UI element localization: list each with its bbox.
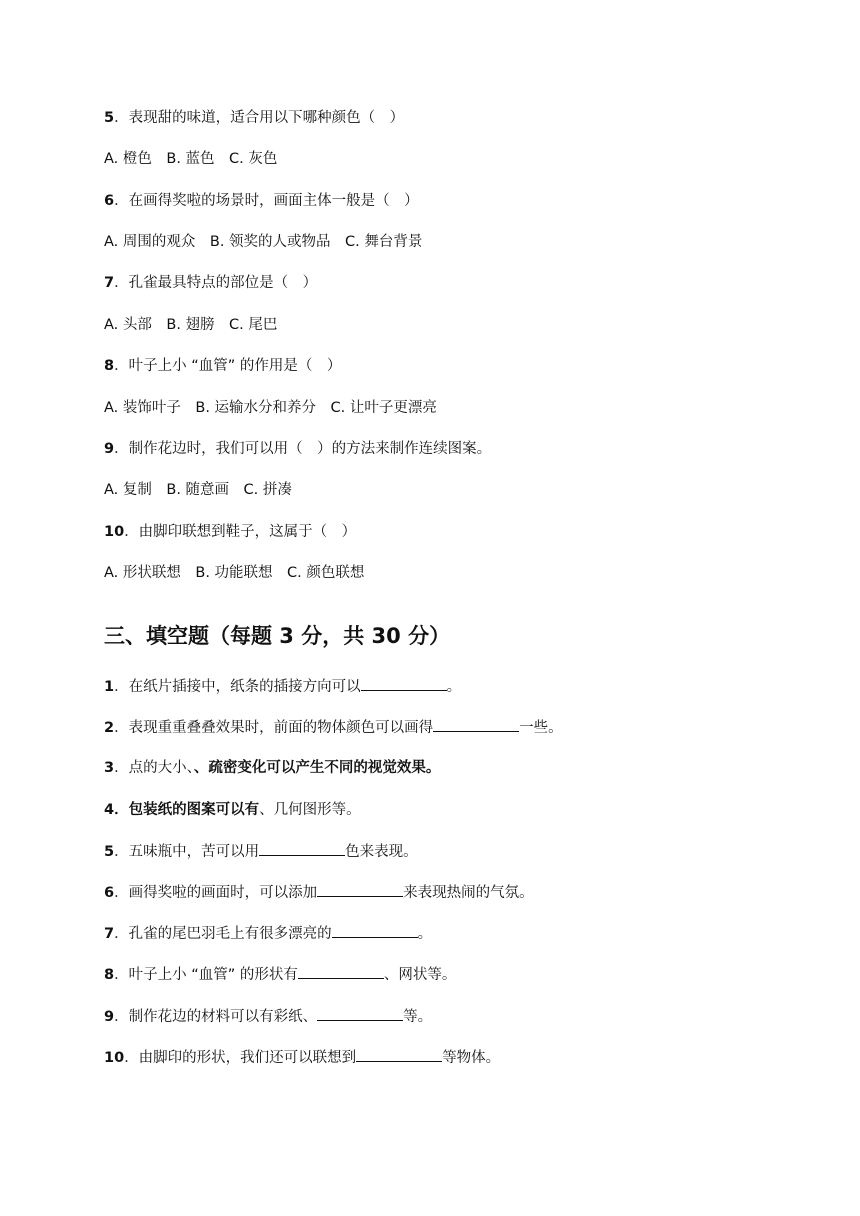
question-number: 10: [104, 524, 125, 540]
question-text-bold: 、疏密变化可以产生不同的视觉效果。: [193, 760, 441, 776]
question-number: 8: [104, 967, 115, 983]
fill-question-7: [104, 923, 432, 944]
question-5-options: A. 橙色 B. 蓝色 C. 灰色: [104, 151, 278, 167]
question-text-end: 、网状等。: [383, 967, 457, 983]
question-text: ．表现甜的味道，适合用以下哪种颜色（ ）: [114, 110, 405, 126]
fill-question-2: [104, 717, 563, 738]
answer-blank[interactable]: [298, 964, 384, 979]
question-text: ．由脚印联想到鞋子，这属于（ ）: [124, 524, 357, 540]
question-number: 8: [104, 358, 115, 374]
question-6: [104, 191, 419, 211]
question-text-end: 来表现热闹的气氛。: [403, 885, 534, 901]
question-text: ．由脚印的形状，我们还可以联想到: [124, 1050, 357, 1066]
fill-question-1: [104, 676, 461, 697]
question-text: ．在纸片插接中，纸条的插接方向可以: [114, 679, 361, 695]
question-text: ．制作花边的材料可以有彩纸、: [114, 1009, 318, 1025]
answer-blank[interactable]: [259, 841, 345, 856]
question-text: ．制作花边时，我们可以用（ ）的方法来制作连续图案。: [114, 441, 492, 457]
question-9-options: A. 复制 B. 随意画 C. 拼凑: [104, 482, 292, 498]
question-text: ．五味瓶中，苦可以用: [114, 844, 260, 860]
question-text: ．点的大小、: [114, 760, 194, 776]
question-number: 2: [104, 720, 115, 736]
question-number: 7: [104, 275, 115, 291]
question-number: 1: [104, 679, 115, 695]
question-7: [104, 273, 317, 293]
section-title-fill-in: 三、填空题（每题 3 分，共 30 分）: [104, 624, 451, 648]
fill-question-4: [104, 800, 361, 820]
question-text: ．叶子上小 “血管” 的形状有: [114, 967, 298, 983]
question-number: 9: [104, 441, 115, 457]
question-number: 10: [104, 1050, 125, 1066]
question-text-end: 一些。: [519, 720, 563, 736]
question-text-bold: ．包装纸的图案可以有: [114, 802, 260, 818]
question-10-options: A. 形状联想 B. 功能联想 C. 颜色联想: [104, 565, 365, 581]
question-text-end: 等物体。: [442, 1050, 501, 1066]
question-text-end: 色来表现。: [345, 844, 418, 860]
question-6-options: A. 周围的观众 B. 领奖的人或物品 C. 舞台背景: [104, 234, 423, 250]
question-number: 6: [104, 885, 115, 901]
answer-blank[interactable]: [317, 882, 403, 897]
fill-question-9: [104, 1006, 432, 1027]
question-text: ．叶子上小 “血管” 的作用是（ ）: [114, 358, 342, 374]
question-number: 3: [104, 760, 115, 776]
question-text-end: 、几何图形等。: [259, 802, 361, 818]
question-number: 7: [104, 926, 115, 942]
question-text-end: 。: [446, 679, 462, 695]
answer-blank[interactable]: [361, 676, 447, 691]
question-number: 4: [104, 802, 115, 818]
question-text-end: 等。: [403, 1009, 433, 1025]
question-8: [104, 356, 341, 376]
question-8-options: A. 装饰叶子 B. 运输水分和养分 C. 让叶子更漂亮: [104, 400, 437, 416]
fill-question-10: [104, 1047, 500, 1068]
question-text: ．在画得奖啦的场景时，画面主体一般是（ ）: [114, 193, 419, 209]
question-text-end: 。: [417, 926, 433, 942]
question-text: ．表现重重叠叠效果时，前面的物体颜色可以画得: [114, 720, 434, 736]
fill-question-8: [104, 964, 456, 985]
question-9: [104, 439, 491, 459]
question-number: 5: [104, 844, 115, 860]
question-10: [104, 522, 356, 542]
question-number: 5: [104, 110, 115, 126]
fill-question-3: [104, 758, 440, 778]
question-number: 6: [104, 193, 115, 209]
answer-blank[interactable]: [332, 923, 418, 938]
answer-blank[interactable]: [317, 1006, 403, 1021]
question-text: ．孔雀最具特点的部位是（ ）: [114, 275, 318, 291]
question-text: ．画得奖啦的画面时，可以添加: [114, 885, 318, 901]
question-text: ．孔雀的尾巴羽毛上有很多漂亮的: [114, 926, 332, 942]
fill-question-6: [104, 882, 534, 903]
question-7-options: A. 头部 B. 翅膀 C. 尾巴: [104, 317, 278, 333]
question-5: [104, 108, 404, 128]
answer-blank[interactable]: [356, 1047, 442, 1062]
answer-blank[interactable]: [433, 717, 519, 732]
fill-question-5: [104, 841, 418, 862]
question-number: 9: [104, 1009, 115, 1025]
